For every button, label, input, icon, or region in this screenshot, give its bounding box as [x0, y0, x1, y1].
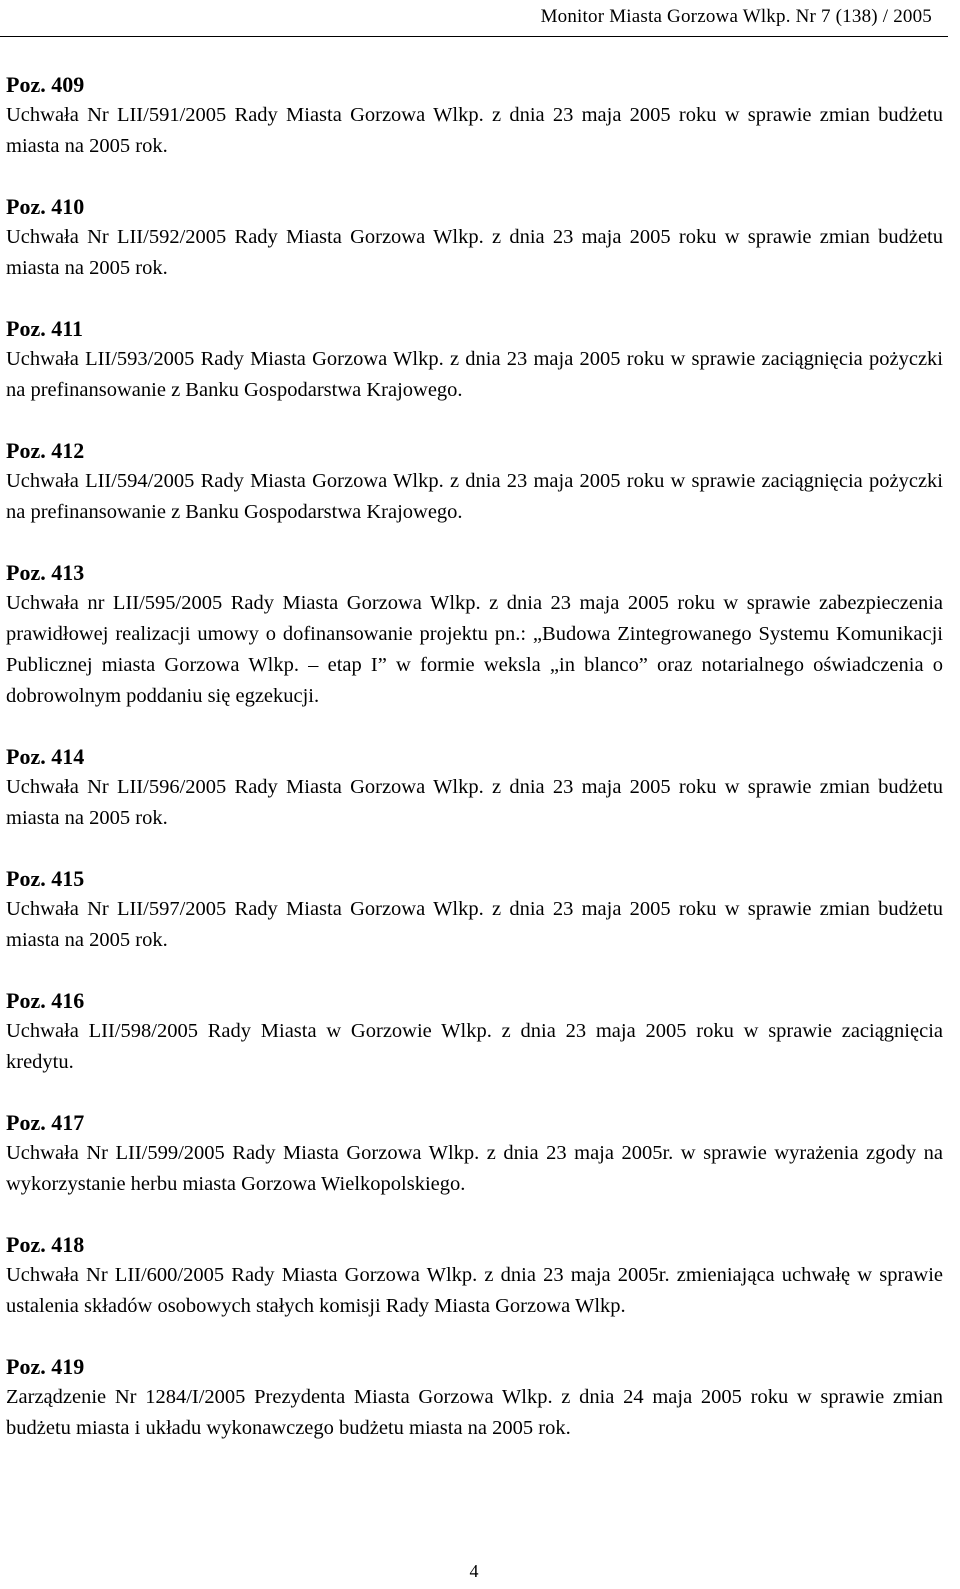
- entry-text: Uchwała LII/593/2005 Rady Miasta Gorzowa Wlkp. z dnia 23 maja 2005 roku w sprawie zaciągnięcia pożyczki na prefinansowanie z Banku Gospodarstwa Krajowego.: [6, 348, 943, 401]
- entry-text: Uchwała nr LII/595/2005 Rady Miasta Gorzowa Wlkp. z dnia 23 maja 2005 roku w sprawie zabezpieczenia prawidłowej realizacji umowy o dofinansowanie projektu pn.: „Budowa Zintegrowanego Systemu Komunikacji Publicznej miasta Gorzowa Wlkp. – etap I” w formie weksla „in blanco” oraz notarialnego oświadczenia o dobrowolnym poddaniu się egzekucji.: [6, 592, 943, 707]
- page-number: 4: [469, 1561, 479, 1581]
- entry-text: Uchwała Nr LII/591/2005 Rady Miasta Gorzowa Wlkp. z dnia 23 maja 2005 roku w sprawie zmian budżetu miasta na 2005 rok.: [6, 104, 943, 157]
- entry-number: Poz. 410: [6, 194, 85, 219]
- entry-poz-413: [6, 558, 943, 712]
- entry-poz-414: [6, 742, 943, 834]
- entry-number: Poz. 419: [6, 1354, 85, 1379]
- entry-poz-415: [6, 864, 943, 956]
- entry-text: Uchwała Nr LII/596/2005 Rady Miasta Gorzowa Wlkp. z dnia 23 maja 2005 roku w sprawie zmian budżetu miasta na 2005 rok.: [6, 776, 943, 829]
- entry-number: Poz. 412: [6, 438, 85, 463]
- entry-number: Poz. 409: [6, 72, 85, 97]
- entry-poz-419: [6, 1352, 943, 1444]
- entry-number: Poz. 417: [6, 1110, 85, 1135]
- entry-number: Poz. 416: [6, 988, 85, 1013]
- entry-text: Zarządzenie Nr 1284/I/2005 Prezydenta Miasta Gorzowa Wlkp. z dnia 24 maja 2005 roku w sprawie zmian budżetu miasta i układu wykonawczego budżetu miasta na 2005 rok.: [6, 1386, 943, 1439]
- entry-poz-417: [6, 1108, 943, 1200]
- entry-text: Uchwała Nr LII/592/2005 Rady Miasta Gorzowa Wlkp. z dnia 23 maja 2005 roku w sprawie zmian budżetu miasta na 2005 rok.: [6, 226, 943, 279]
- entries-list: [6, 70, 943, 1474]
- page-header: [0, 0, 948, 37]
- entry-text: Uchwała LII/594/2005 Rady Miasta Gorzowa Wlkp. z dnia 23 maja 2005 roku w sprawie zaciągnięcia pożyczki na prefinansowanie z Banku Gospodarstwa Krajowego.: [6, 470, 943, 523]
- entry-number: Poz. 411: [6, 316, 83, 341]
- entry-poz-418: [6, 1230, 943, 1322]
- entry-poz-409: [6, 70, 943, 162]
- entry-number: Poz. 413: [6, 560, 85, 585]
- entry-text: Uchwała Nr LII/600/2005 Rady Miasta Gorzowa Wlkp. z dnia 23 maja 2005r. zmieniająca uchwałę w sprawie ustalenia składów osobowych stałych komisji Rady Miasta Gorzowa Wlkp.: [6, 1264, 943, 1317]
- entry-text: Uchwała LII/598/2005 Rady Miasta w Gorzowie Wlkp. z dnia 23 maja 2005 roku w sprawie zaciągnięcia kredytu.: [6, 1020, 943, 1073]
- entry-number: Poz. 418: [6, 1232, 85, 1257]
- entry-poz-416: [6, 986, 943, 1078]
- entry-text: Uchwała Nr LII/599/2005 Rady Miasta Gorzowa Wlkp. z dnia 23 maja 2005r. w sprawie wyrażenia zgody na wykorzystanie herbu miasta Gorzowa Wielkopolskiego.: [6, 1142, 943, 1195]
- entry-number: Poz. 414: [6, 744, 85, 769]
- entry-poz-412: [6, 436, 943, 528]
- publication-title: Monitor Miasta Gorzowa Wlkp. Nr 7 (138) / 2005: [540, 6, 932, 27]
- entry-text: Uchwała Nr LII/597/2005 Rady Miasta Gorzowa Wlkp. z dnia 23 maja 2005 roku w sprawie zmian budżetu miasta na 2005 rok.: [6, 898, 943, 951]
- entry-number: Poz. 415: [6, 866, 85, 891]
- entry-poz-410: [6, 192, 943, 284]
- entry-poz-411: [6, 314, 943, 406]
